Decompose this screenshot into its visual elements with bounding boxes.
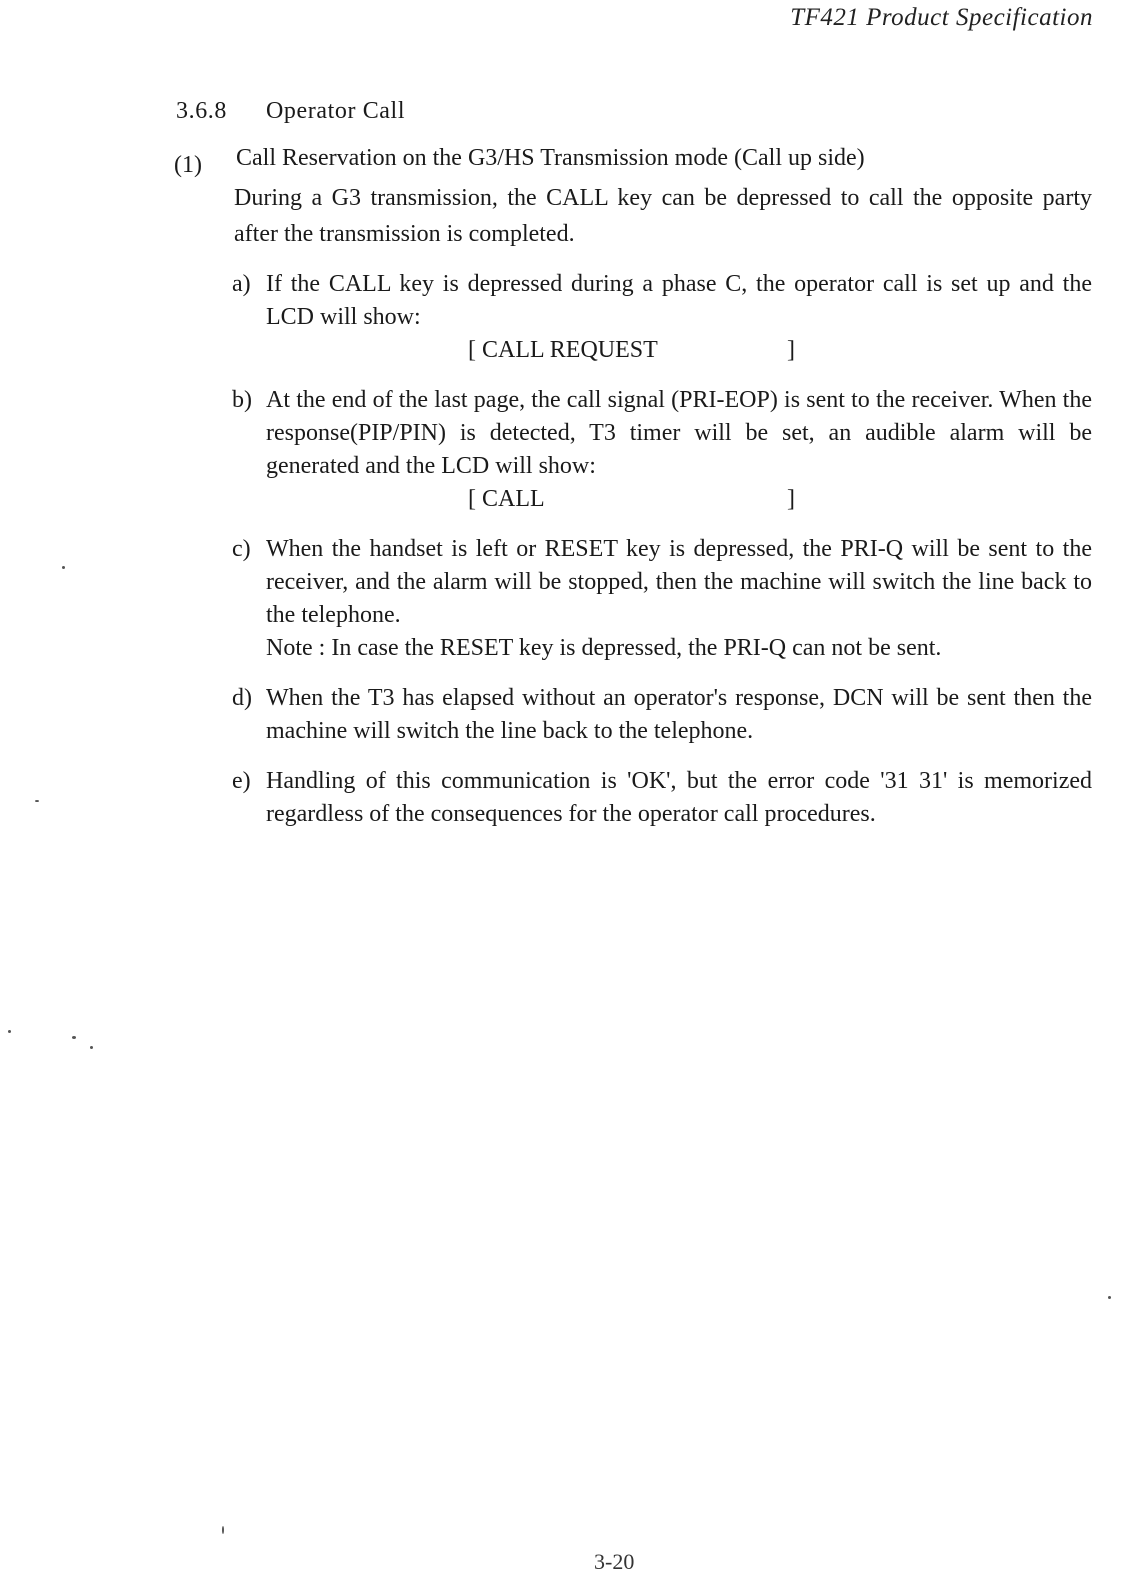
scan-speck bbox=[72, 1036, 76, 1039]
subitem-text: If the CALL key is depressed during a phase C, the operator call is set up and the LCD will show: bbox=[266, 271, 1092, 330]
lcd-message: CALL REQUEST bbox=[482, 337, 658, 363]
lcd-display-text bbox=[468, 483, 1092, 516]
item-heading: Call Reservation on the G3/HS Transmission mode (Call up side) bbox=[236, 145, 865, 171]
section-title: Operator Call bbox=[266, 98, 406, 124]
scan-speck bbox=[35, 800, 39, 802]
subitem-d bbox=[232, 682, 1092, 748]
subitem-label: a) bbox=[232, 271, 251, 297]
lcd-message: CALL bbox=[482, 486, 545, 512]
scan-speck bbox=[90, 1046, 93, 1049]
subitem-label: b) bbox=[232, 387, 252, 413]
scan-speck bbox=[1108, 1296, 1111, 1299]
subitem-list bbox=[232, 268, 1092, 848]
item-number: (1) bbox=[174, 152, 202, 178]
section-heading bbox=[176, 98, 405, 125]
section-number: 3.6.8 bbox=[176, 98, 227, 124]
item-paragraph: During a G3 transmission, the CALL key can be depressed to call the opposite party after the transmission is completed. bbox=[234, 185, 1092, 247]
subitem-text: When the T3 has elapsed without an operator's response, DCN will be sent then the machine will switch the line back to the telephone. bbox=[266, 685, 1092, 744]
scan-speck bbox=[222, 1526, 224, 1534]
lcd-display-text bbox=[468, 334, 1092, 367]
subitem-c bbox=[232, 533, 1092, 665]
page-number: 3-20 bbox=[594, 1549, 635, 1574]
lcd-close-bracket: ] bbox=[787, 337, 795, 363]
subitem-note: Note : In case the RESET key is depressed, the PRI-Q can not be sent. bbox=[266, 635, 942, 661]
subitem-text: When the handset is left or RESET key is depressed, the PRI-Q will be sent to the receiver, and the alarm will be stopped, then the machine will switch the line back to the telephone. bbox=[266, 536, 1092, 628]
lcd-open-bracket: [ bbox=[468, 337, 476, 363]
subitem-a bbox=[232, 268, 1092, 367]
lcd-open-bracket: [ bbox=[468, 486, 476, 512]
subitem-e bbox=[232, 765, 1092, 831]
subitem-label: c) bbox=[232, 536, 251, 562]
running-header: TF421 Product Specification bbox=[790, 4, 1093, 31]
lcd-close-bracket: ] bbox=[787, 486, 795, 512]
subitem-label: e) bbox=[232, 768, 251, 794]
subitem-b bbox=[232, 384, 1092, 516]
scan-speck bbox=[8, 1030, 11, 1033]
subitem-text: Handling of this communication is 'OK', but the error code '31 31' is memorized regardless of the consequences for the operator call procedures. bbox=[266, 768, 1092, 827]
subitem-text: At the end of the last page, the call signal (PRI-EOP) is sent to the receiver. When the response(PIP/PIN) is detected, T3 timer will be set, an audible alarm will be generated and the LCD will show: bbox=[266, 387, 1092, 479]
scan-speck bbox=[62, 566, 65, 569]
subitem-label: d) bbox=[232, 685, 252, 711]
